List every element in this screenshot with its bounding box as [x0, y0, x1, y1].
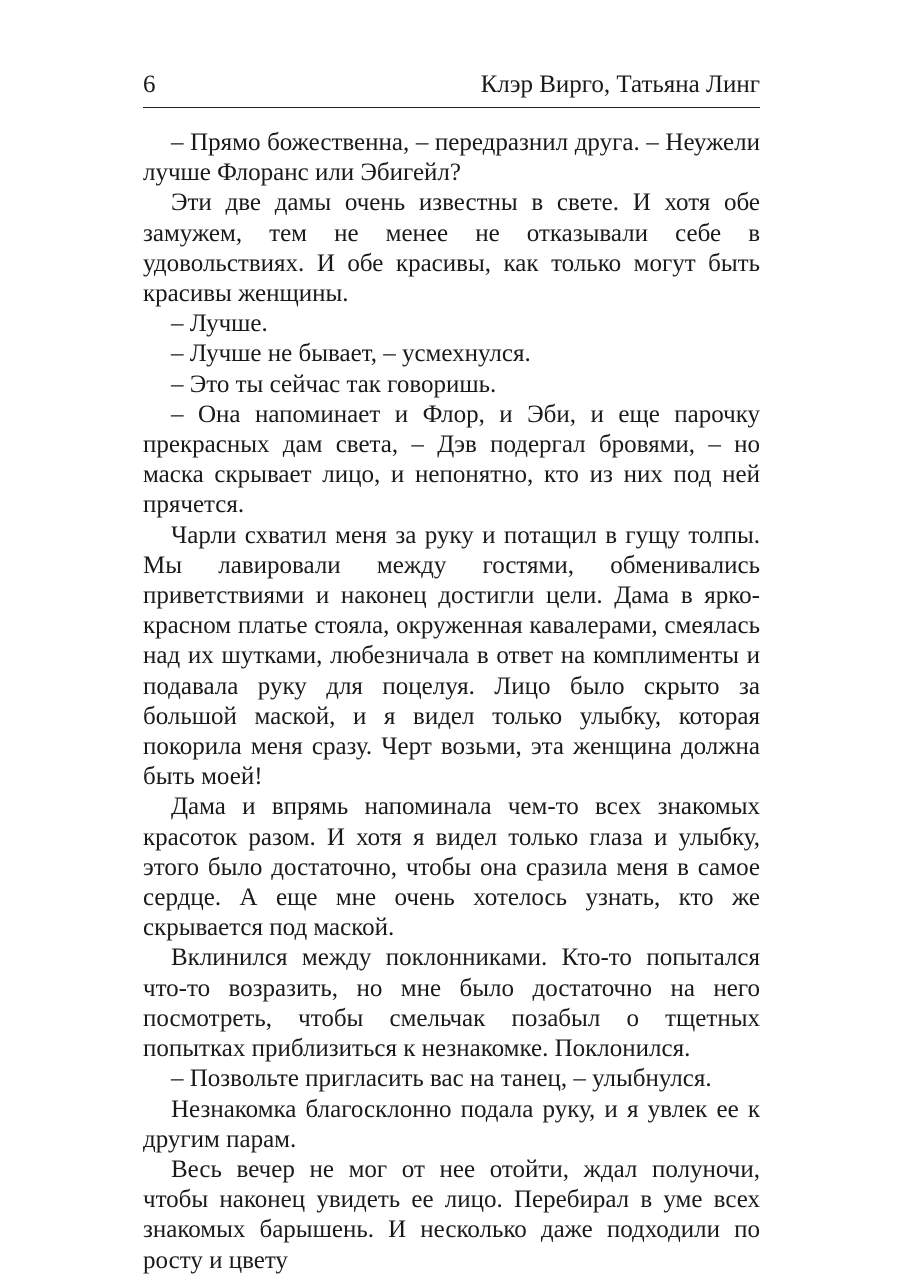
paragraph: Чарли схватил меня за руку и потащил в гущу толпы. Мы лавировали между гостями, обменивались приветствиями и наконец достигли цели. Дама в ярко-красном платье стояла, окруженная кавалерами, смеялась над их шутками, любезничала в ответ на комплименты и подавала руку для поцелуя. Лицо было скрыто за большой маской, и я видел только улыбку, которая покорила меня сразу. Черт возьми, эта женщина должна быть моей!	[143, 521, 760, 791]
paragraph: Эти две дамы очень известны в свете. И хотя обе замужем, тем не менее не отказывали себе в удовольствиях. И обе красивы, как только могут быть красивы женщины.	[143, 189, 760, 308]
paragraph: – Прямо божественна, – передразнил друга. – Неужели лучше Флоранс или Эбигейл?	[143, 129, 760, 187]
paragraph: – Позвольте пригласить вас на танец, – улыбнулся.	[171, 1065, 712, 1093]
paragraph: – Лучше.	[171, 310, 268, 338]
header-rule	[143, 107, 760, 108]
paragraph: Весь вечер не мог от нее отойти, ждал полуночи, чтобы наконец увидеть ее лицо. Перебирал в уме всех знакомых барышень. И несколько даже подходили по росту и цвету	[143, 1155, 760, 1274]
paragraph: Незнакомка благосклонно подала руку, и я увлек ее к другим парам.	[143, 1095, 760, 1153]
page-number: 6	[143, 71, 156, 98]
body-text	[143, 128, 760, 1276]
paragraph: – Лучше не бывает, – усмехнулся.	[171, 340, 531, 368]
paragraph: Дама и впрямь напоминала чем-то всех знакомых красоток разом. И хотя я видел только глаза и улыбку, этого было достаточно, чтобы она сразила меня в самое сердце. А еще мне очень хотелось узнать, кто же скрывается под маской.	[143, 793, 760, 942]
paragraph: – Она напоминает и Флор, и Эби, и еще парочку прекрасных дам света, – Дэв подергал бровями, – но маска скрывает лицо, и непонятно, кто из них под ней прячется.	[143, 400, 760, 519]
paragraph: – Это ты сейчас так говоришь.	[171, 370, 497, 398]
running-header	[143, 66, 760, 100]
running-title: Клэр Вирго, Татьяна Линг	[480, 71, 760, 98]
paragraph: Вклинился между поклонниками. Кто-то попытался что-то возразить, но мне было достаточно на него посмотреть, чтобы смельчак позабыл о тщетных попытках приблизиться к незнакомке. Поклонился.	[143, 944, 760, 1063]
book-page	[143, 0, 760, 1274]
